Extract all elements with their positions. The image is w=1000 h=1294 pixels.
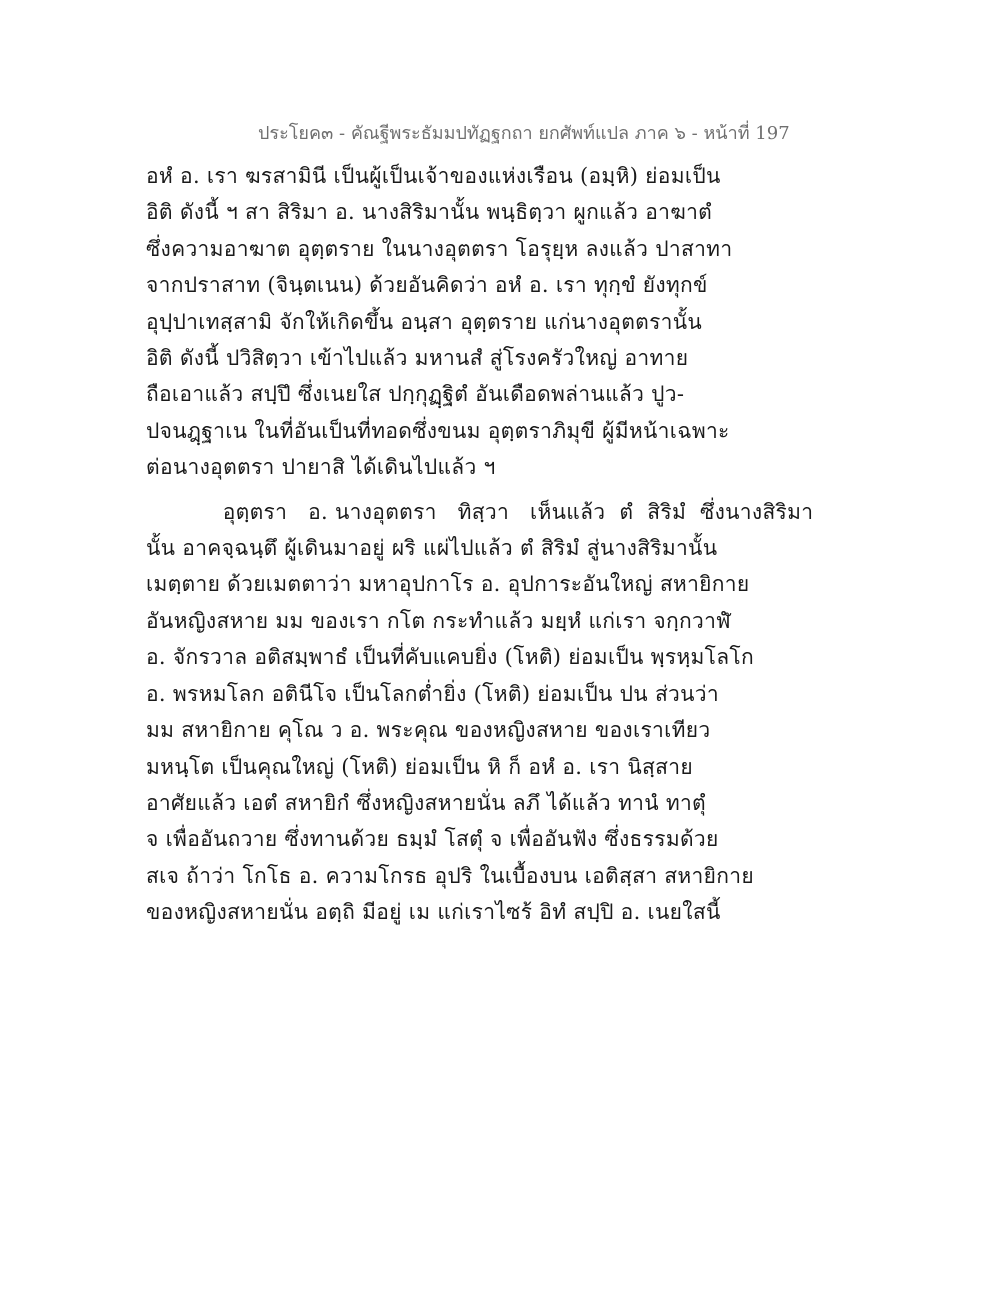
text-line: ของหญิงสหายนั่น อตฺถิ มีอยู่ เม แก่เราไซร้ อิทํ สปฺปิ อ. เนยใสนี้	[146, 900, 721, 925]
page-header: ประโยค๓ - คัณฐีพระธัมมปทัฏฐกถา ยกศัพท์แปล ภาค ๖ - หน้าที่ 197	[258, 123, 790, 144]
text-line: อิติ ดังนี้ ฯ สา สิริมา อ. นางสิริมานั้น พนฺธิตฺวา ผูกแล้ว อาฆาตํ	[146, 200, 713, 225]
text-line: ถือเอาแล้ว สปฺปึ ซึ่งเนยใส ปกฺกุฏฺฐิตํ อันเดือดพล่านแล้ว ปูว-	[146, 382, 685, 407]
text-line: มม สหายิกาย คุโณ ว อ. พระคุณ ของหญิงสหาย ของเราเทียว	[146, 718, 711, 743]
text-line: อันหญิงสหาย มม ของเรา กโต กระทำแล้ว มยฺหํ แก่เรา จกฺกวาฬํ	[146, 608, 731, 633]
text-line: จากปราสาท (จินฺตเนน) ด้วยอันคิดว่า อหํ อ. เรา ทุกฺขํ ยังทุกข์	[146, 273, 708, 298]
text-line: ต่อนางอุตตรา ปายาสิ ได้เดินไปแล้ว ฯ	[146, 455, 496, 480]
text-line: อิติ ดังนี้ ปวิสิตฺวา เข้าไปแล้ว มหานสํ สู่โรงครัวใหญ่ อาทาย	[146, 346, 689, 371]
text-line: อหํ อ. เรา ฆรสามินี เป็นผู้เป็นเจ้าของแห่งเรือน (อมฺหิ) ย่อมเป็น	[146, 164, 721, 188]
text-line: จ เพื่ออันถวาย ซึ่งทานด้วย ธมฺมํ โสตุํ จ เพื่ออันฟัง ซึ่งธรรมด้วย	[146, 827, 719, 852]
paragraph-2	[146, 494, 814, 931]
text-line: สเจ ถ้าว่า โกโธ อ. ความโกรธ อุปริ ในเบื้องบน เอติสฺสา สหายิกาย	[146, 863, 754, 888]
paragraph-1	[146, 158, 736, 486]
paragraph-gap	[146, 486, 736, 494]
text-line: เมตฺตาย ด้วยเมตตาว่า มหาอุปกาโร อ. อุปการะอันใหญ่ สหายิกาย	[146, 572, 750, 597]
text-line: อาศัยแล้ว เอตํ สหายิกํ ซึ่งหญิงสหายนั่น ลภึ ได้แล้ว ทานํ ทาตุํ	[146, 790, 706, 815]
text-line: นั้น อาคจฺฉนฺตึ ผู้เดินมาอยู่ ผริ แผ่ไปแล้ว ตํ สิริมํ สู่นางสิริมานั้น	[146, 536, 718, 561]
text-line: ปจนฎฺฐาเน ในที่อันเป็นที่ทอดซึ่งขนม อุตฺตราภิมุขี ผู้มีหน้าเฉพาะ	[146, 418, 730, 443]
text-line: อ. พรหมโลก อตินีโจ เป็นโลกต่ำยิ่ง (โหติ) ย่อมเป็น ปน ส่วนว่า	[146, 681, 719, 706]
body-text	[146, 158, 814, 931]
text-line: อุตฺตรา อ. นางอุตตรา ทิสฺวา เห็นแล้ว ตํ สิริมํ ซึ่งนางสิริมา	[146, 499, 814, 524]
text-line: มหนฺโต เป็นคุณใหญ่ (โหติ) ย่อมเป็น หิ ก็ อหํ อ. เรา นิสฺสาย	[146, 754, 693, 779]
text-line: อ. จักรวาล อติสมฺพาธํ เป็นที่คับแคบยิ่ง (โหติ) ย่อมเป็น พฺรหฺมโลโก	[146, 645, 755, 670]
text-line: อุปฺปาเทสฺสามิ จักให้เกิดขึ้น อนฺสา อุตฺตราย แก่นางอุตตรานั้น	[146, 309, 703, 334]
text-line: ซึ่งความอาฆาต อุตฺตราย ในนางอุตตรา โอรุยฺห ลงแล้ว ปาสาทา	[146, 236, 733, 261]
